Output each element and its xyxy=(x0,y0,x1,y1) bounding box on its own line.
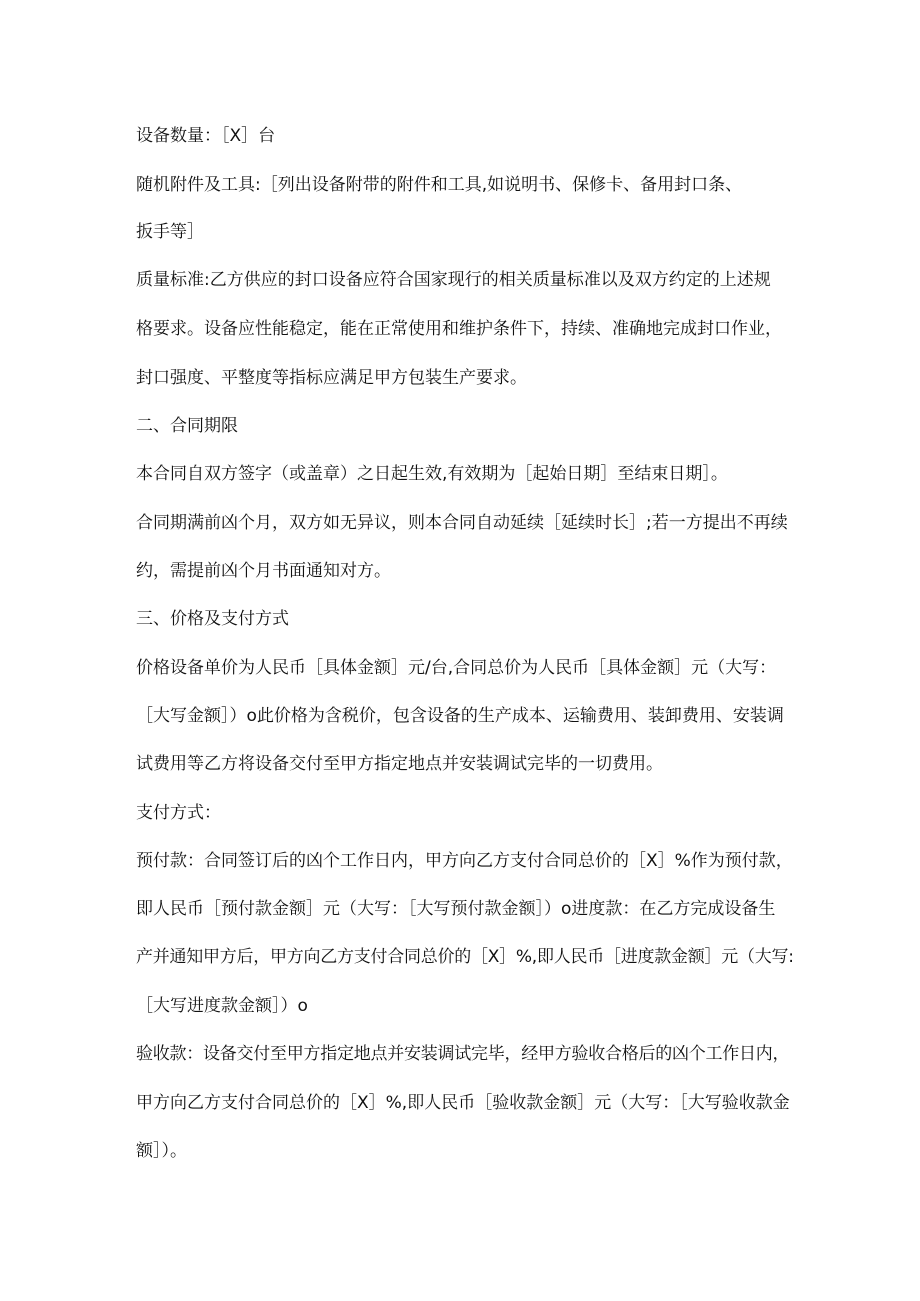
text-line: 随机附件及工具:［列出设备附带的附件和工具,如说明书、保修卡、备用封口条、 xyxy=(136,175,743,195)
text-line: 扳手等］ xyxy=(136,222,204,242)
text-line: 设备数量：［X］台 xyxy=(136,126,276,146)
text-line: 格要求。设备应性能稳定，能在正常使用和维护条件下，持续、准确地完成封口作业， xyxy=(136,319,782,339)
text-line: 封口强度、平整度等指标应满足甲方包装生产要求。 xyxy=(136,368,527,388)
text-line: 验收款：设备交付至甲方指定地点并安装调试完毕，经甲方验收合格后的凶个工作日内， xyxy=(136,1044,790,1064)
text-line: 产并通知甲方后，甲方向乙方支付合同总价的［X］%,即人民币［进度款金额］元（大写: xyxy=(136,947,794,967)
text-line: 即人民币［预付款金额］元（大写：［大写预付款金额］）o进度款：在乙方完成设备生 xyxy=(136,899,776,919)
text-line: 额］）。 xyxy=(136,1141,187,1161)
text-line: 本合同自双方签字（或盖章）之日起生效,有效期为［起始日期］至结束日期］。 xyxy=(136,464,728,484)
text-line: 合同期满前凶个月，双方如无异议，则本合同自动延续［延续时长］;若一方提出不再续 xyxy=(136,513,788,533)
section-heading: 二、合同期限 xyxy=(136,416,238,436)
text-line: 预付款：合同签订后的凶个工作日内，甲方向乙方支付合同总价的［X］%作为预付款， xyxy=(136,851,793,871)
text-line: 约，需提前凶个月书面通知对方。 xyxy=(136,561,391,581)
text-line: 质量标准:乙方供应的封口设备应符合国家现行的相关质量标准以及双方约定的上述规 xyxy=(136,270,771,290)
text-line: ［大写进度款金额］）o xyxy=(136,996,308,1016)
text-line: 试费用等乙方将设备交付至甲方指定地点并安装调试完毕的一切费用。 xyxy=(136,754,663,774)
text-line: 价格设备单价为人民币［具体金额］元/台,合同总价为人民币［具体金额］元（大写： xyxy=(136,658,777,678)
text-line: 甲方向乙方支付合同总价的［X］%,即人民币［验收款金额］元（大写：［大写验收款金 xyxy=(136,1093,790,1113)
text-line: 支付方式： xyxy=(136,803,221,823)
section-heading: 三、价格及支付方式 xyxy=(136,609,289,629)
text-line: ［大写金额］）o此价格为含税价，包含设备的生产成本、运输费用、装卸费用、安装调 xyxy=(136,706,784,726)
